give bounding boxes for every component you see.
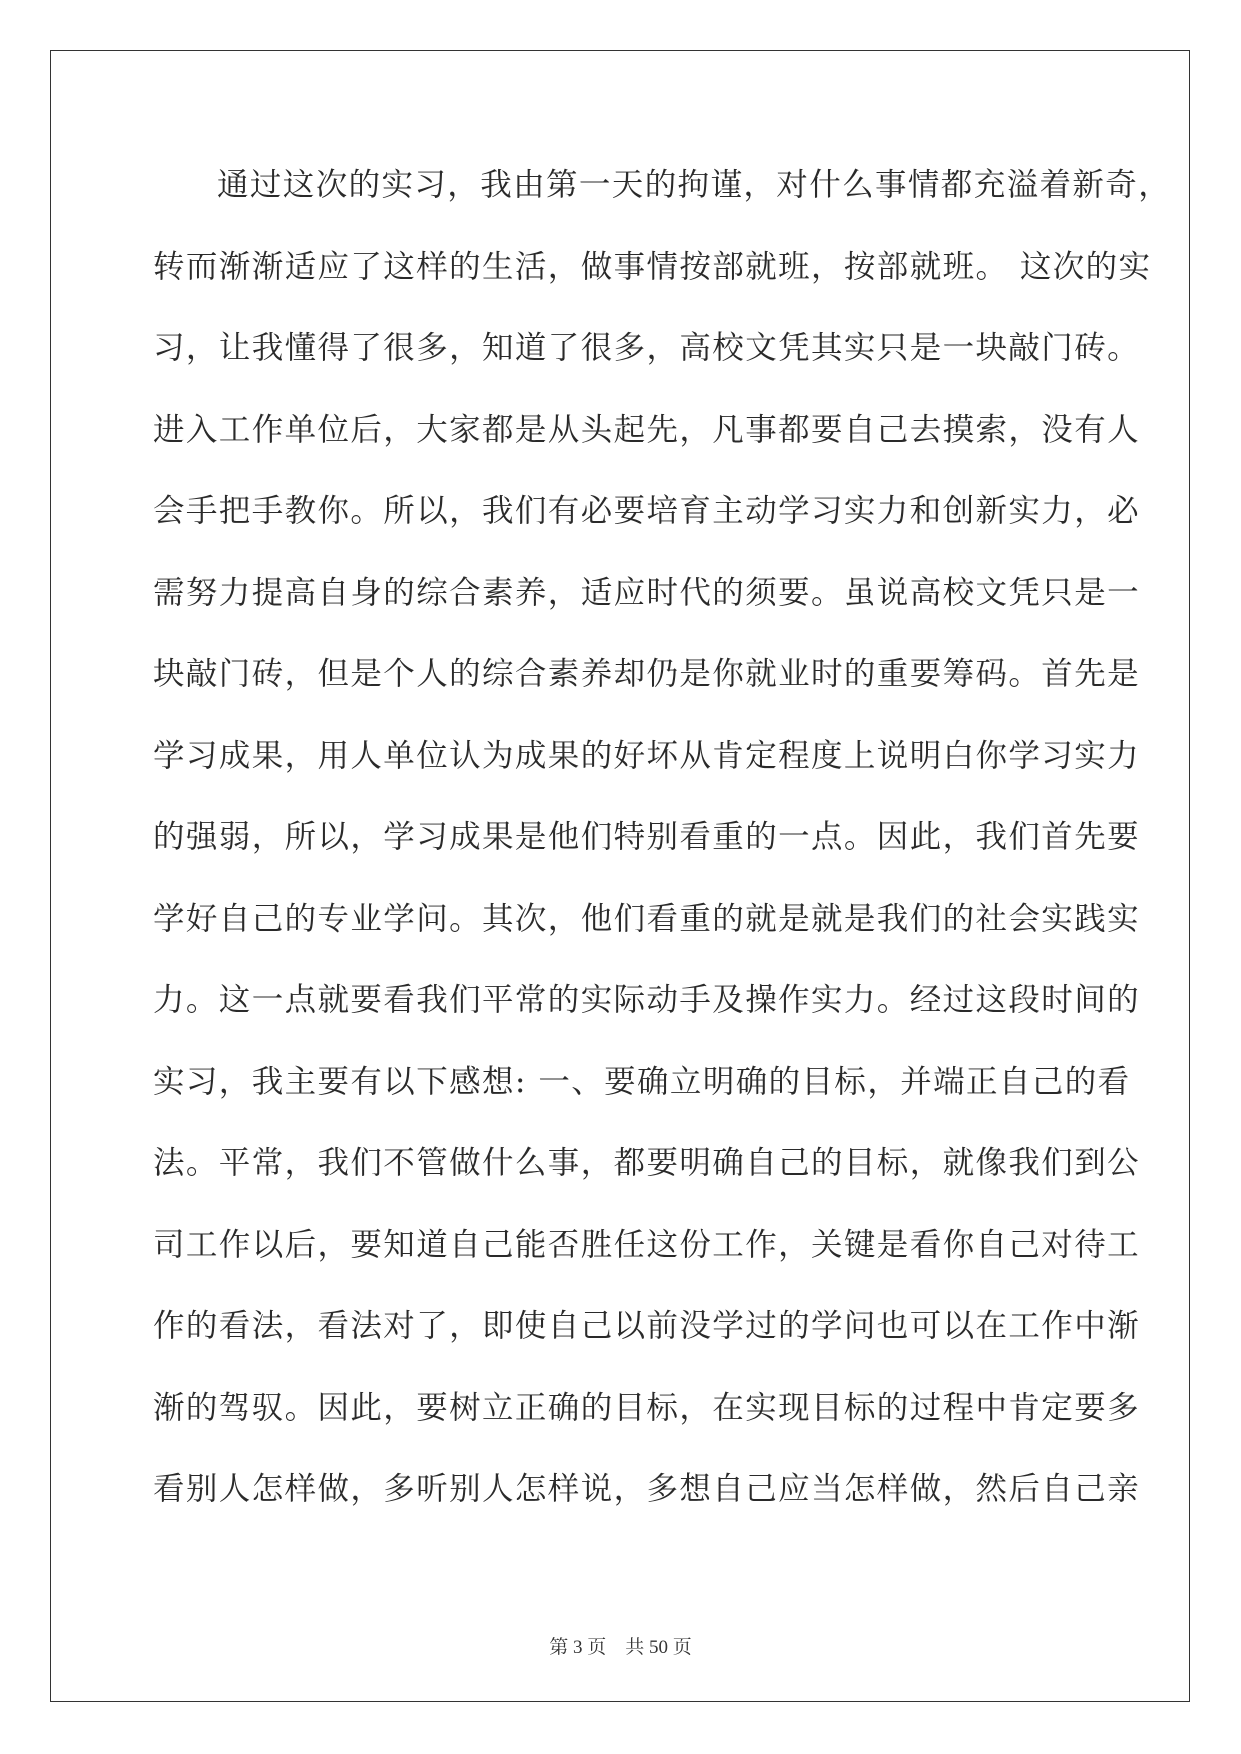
text-line: 转而渐渐适应了这样的生活，做事情按部就班，按部就班。 这次的实 — [153, 248, 1152, 285]
page-number: 第 3 页 共 50 页 — [549, 1637, 692, 1658]
text-line: 学习成果，用人单位认为成果的好坏从肯定程度上说明白你学习实力 — [153, 737, 1141, 774]
text-line: 的强弱，所以，学习成果是他们特别看重的一点。因此，我们首先要 — [153, 819, 1141, 855]
text-line: 通过这次的实习，我由第一天的拘谨，对什么事情都充溢着新奇， — [217, 167, 1172, 203]
text-line: 法。平常，我们不管做什么事，都要明确自己的目标，就像我们到公 — [153, 1145, 1141, 1181]
text-line: 司工作以后，要知道自己能否胜任这份工作，关键是看你自己对待工 — [153, 1226, 1141, 1263]
text-line: 实习，我主要有以下感想: 一、要确立明确的目标，并端正自己的看 — [153, 1063, 1131, 1100]
text-line: 习，让我懂得了很多，知道了很多，高校文凭其实只是一块敲门砖。 — [153, 330, 1141, 366]
text-line: 渐的驾驭。因此，要树立正确的目标，在实现目标的过程中肯定要多 — [153, 1389, 1141, 1426]
text-line: 作的看法，看法对了，即使自己以前没学过的学问也可以在工作中渐 — [153, 1308, 1141, 1344]
text-line: 看别人怎样做，多听别人怎样说，多想自己应当怎样做，然后自己亲 — [153, 1471, 1141, 1507]
page-footer — [0, 1632, 1241, 1659]
text-line: 力。这一点就要看我们平常的实际动手及操作实力。经过这段时间的 — [153, 982, 1141, 1018]
body-text — [153, 158, 1172, 1544]
text-line: 进入工作单位后，大家都是从头起先，凡事都要自己去摸索，没有人 — [153, 411, 1141, 448]
text-line: 块敲门砖，但是个人的综合素养却仍是你就业时的重要筹码。首先是 — [153, 656, 1141, 692]
text-line: 学好自己的专业学问。其次，他们看重的就是就是我们的社会实践实 — [153, 900, 1141, 937]
text-line: 会手把手教你。所以，我们有必要培育主动学习实力和创新实力，必 — [153, 493, 1141, 529]
text-line: 需努力提高自身的综合素养，适应时代的须要。虽说高校文凭只是一 — [153, 574, 1141, 611]
